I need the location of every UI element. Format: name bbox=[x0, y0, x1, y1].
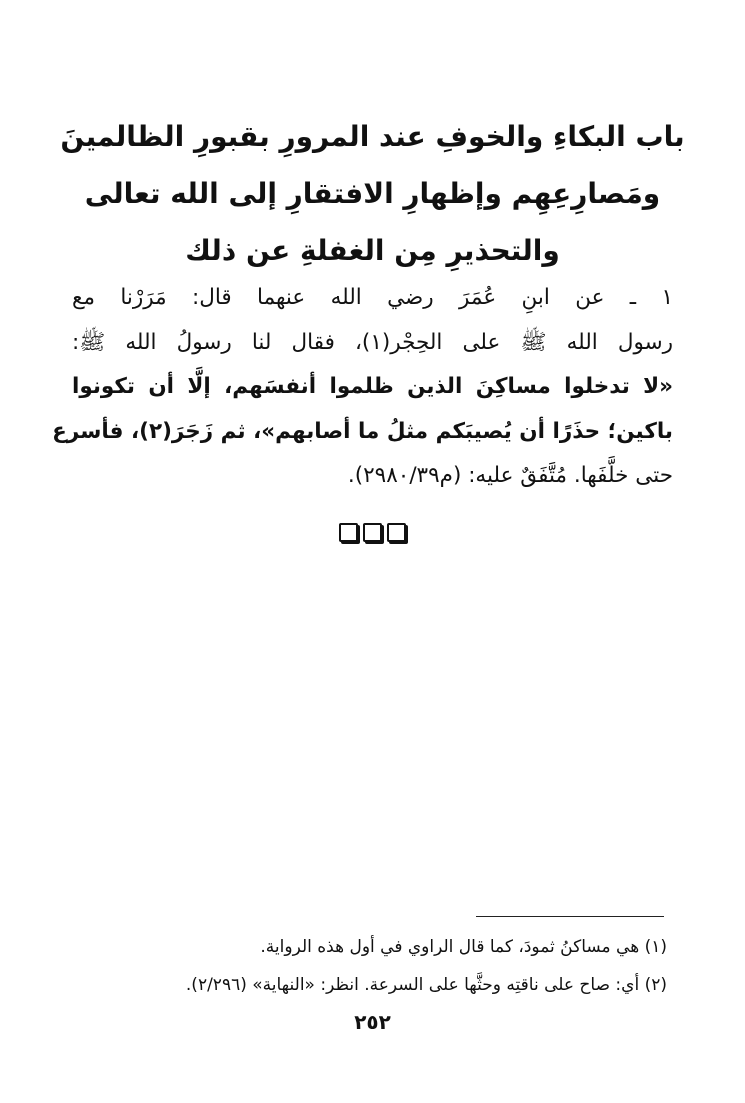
chapter-title bbox=[60, 108, 685, 279]
hadith-text bbox=[52, 276, 673, 499]
hadith-line-4: باكين؛ حذَرًا أن يُصيبَكم مثلُ ما أصابهم»، ثم زَجَرَ(٢)، فأسرع bbox=[52, 418, 673, 444]
hadith-line-5: حتى خلَّفَها. مُتَّفَقٌ عليه: (م٢٩٨٠/٣٩). bbox=[347, 463, 673, 488]
chapter-title-line-3: والتحذيرِ مِن الغفلةِ عن ذلك bbox=[185, 234, 560, 267]
hadith-line-3: «لا تدخلوا مساكِنَ الذين ظلموا أنفسَهم، إلَّا أن تكونوا bbox=[72, 374, 673, 399]
hadith-line-2: رسول الله ﷺ على الحِجْر(١)، فقال لنا رسولُ الله ﷺ: bbox=[72, 329, 673, 355]
hadith-line-1: ١ ـ عن ابنِ عُمَرَ رضي الله عنهما قال: مَرَرْنا مع bbox=[72, 285, 673, 310]
chapter-title-line-1: باب البكاءِ والخوفِ عند المرورِ بقبورِ الظالمينَ bbox=[60, 120, 685, 153]
section-divider-ornament bbox=[0, 523, 745, 542]
square-ornament-icon bbox=[363, 523, 382, 542]
footnote-separator bbox=[476, 916, 664, 917]
footnote-1: (١) هي مساكنُ ثمودَ، كما قال الراوي في أول هذه الرواية. bbox=[260, 937, 667, 957]
square-ornament-icon bbox=[339, 523, 358, 542]
chapter-title-line-2: ومَصارِعِهِم وإظهارِ الافتقارِ إلى الله تعالى bbox=[84, 177, 661, 210]
footnote-2: (٢) أي: صاح على ناقتِه وحثَّها على السرعة. انظر: «النهاية» (٢/٢٩٦). bbox=[185, 975, 667, 995]
page-number: ٢٥٢ bbox=[354, 1010, 391, 1034]
square-ornament-icon bbox=[387, 523, 406, 542]
footnotes bbox=[70, 928, 667, 1004]
